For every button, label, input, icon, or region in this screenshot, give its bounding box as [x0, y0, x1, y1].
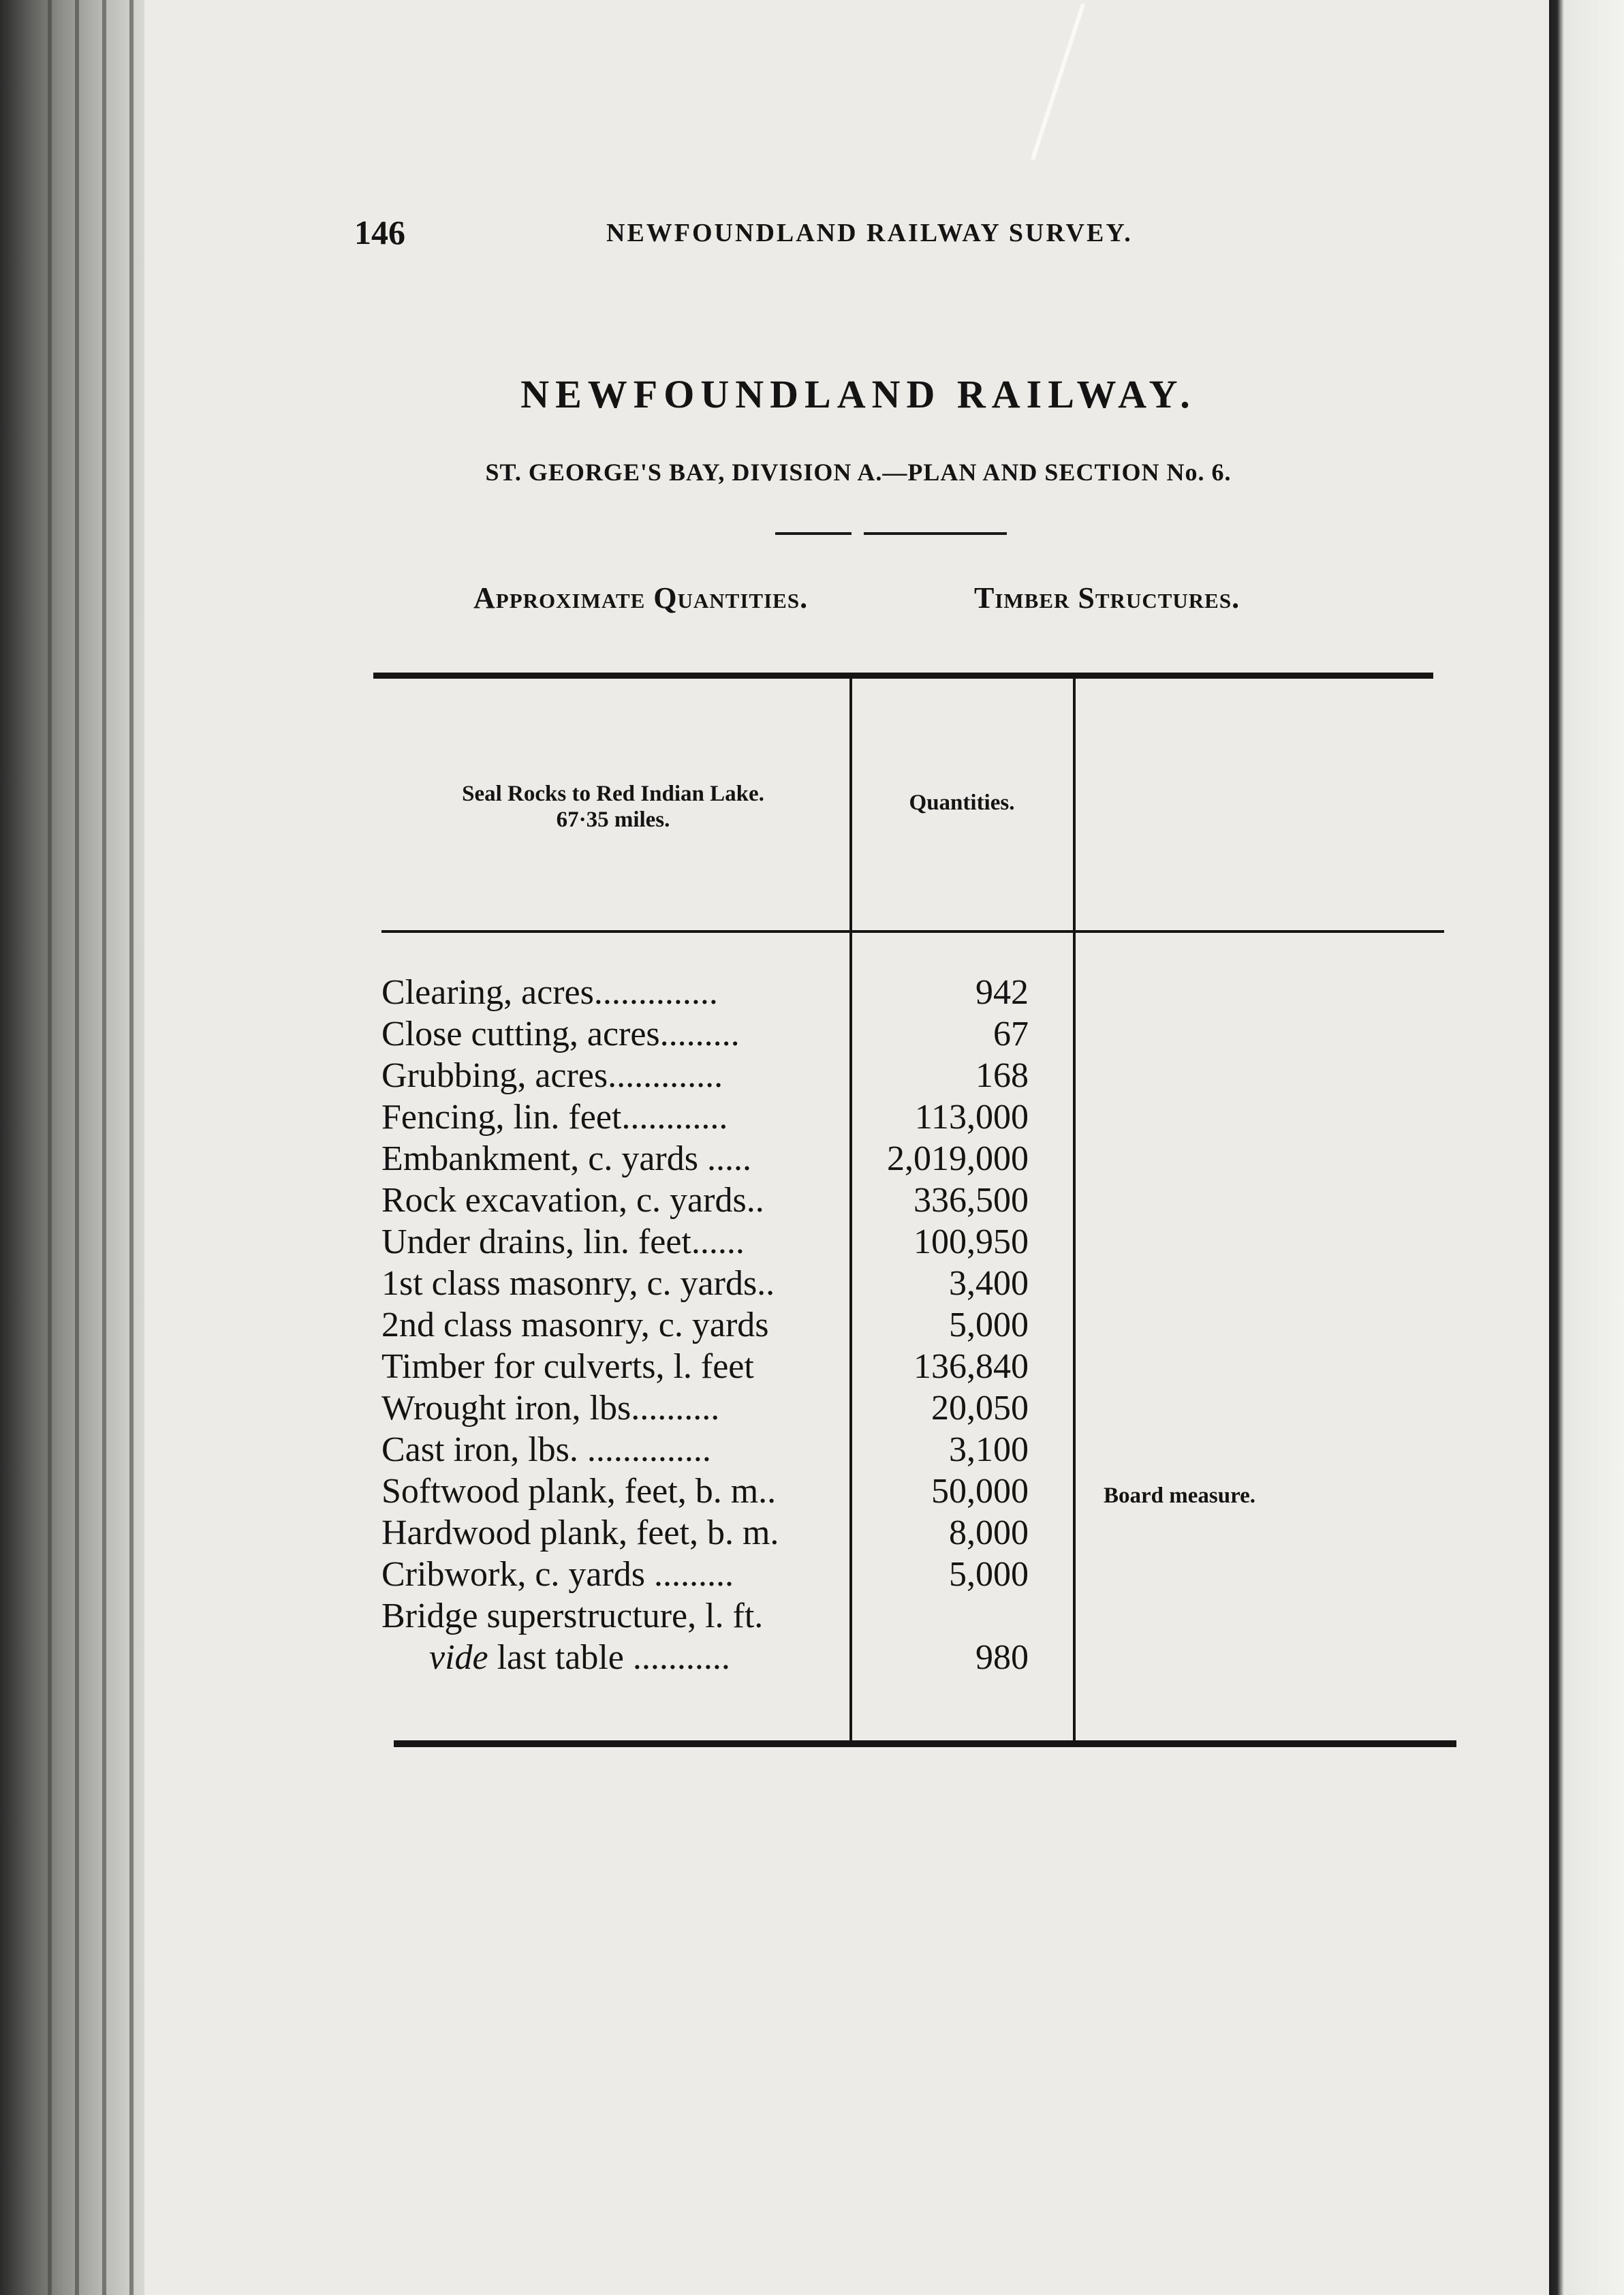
heading-approximate-quantities: Approximate Quantities. — [473, 581, 809, 615]
table-row — [381, 1263, 1131, 1305]
row-quantity: 5,000 — [949, 1555, 1029, 1594]
row-label: Grubbing, acres............. — [381, 1056, 723, 1095]
row-quantity: 8,000 — [949, 1513, 1029, 1552]
column-header-route: Seal Rocks to Red Indian Lake. — [462, 782, 764, 806]
page-edge — [129, 0, 134, 2295]
table-row — [381, 1512, 1131, 1554]
table-row — [381, 1096, 1131, 1139]
table-row — [381, 1637, 1131, 1679]
table-row — [381, 1554, 1131, 1596]
running-title: NEWFOUNDLAND RAILWAY SURVEY. — [606, 219, 1133, 247]
row-label-rest: last table ........... — [488, 1638, 730, 1677]
table-row — [381, 1429, 1131, 1471]
row-quantity: 50,000 — [931, 1472, 1029, 1511]
row-label: 2nd class masonry, c. yards — [381, 1306, 769, 1344]
column-header-length: 67·35 miles. — [556, 807, 670, 832]
row-quantity: 67 — [993, 1015, 1029, 1053]
table-row — [381, 1387, 1131, 1430]
row-quantity: 113,000 — [914, 1098, 1029, 1137]
table-row — [381, 972, 1131, 1014]
row-quantity: 336,500 — [914, 1181, 1029, 1220]
row-quantity: 136,840 — [914, 1347, 1029, 1386]
table-row — [381, 1138, 1131, 1180]
row-label: Fencing, lin. feet............ — [381, 1098, 728, 1137]
row-quantity: 980 — [975, 1638, 1029, 1677]
row-quantity: 3,400 — [949, 1264, 1029, 1303]
row-label: Rock excavation, c. yards.. — [381, 1181, 764, 1220]
column-header-section — [388, 781, 838, 833]
heading-timber-structures: Timber Structures. — [974, 581, 1240, 615]
table-row — [381, 1013, 1131, 1056]
table-row — [381, 1055, 1131, 1097]
row-label: Bridge superstructure, l. ft. — [381, 1597, 764, 1635]
row-label: Under drains, lin. feet...... — [381, 1222, 745, 1261]
row-label: Wrought iron, lbs.......... — [381, 1389, 720, 1428]
table-row — [381, 1595, 1131, 1637]
table-row — [381, 1221, 1131, 1263]
table-row — [381, 1180, 1131, 1222]
row-quantity: 3,100 — [949, 1430, 1029, 1469]
divider — [775, 532, 852, 535]
table-row — [381, 1470, 1131, 1513]
page-subtitle: ST. GEORGE'S BAY, DIVISION A.—PLAN AND SECTION No. 6. — [485, 459, 1232, 486]
table-top-rule — [373, 673, 1433, 679]
column-header-quantities: Quantities. — [909, 790, 1015, 815]
row-quantity: 20,050 — [931, 1389, 1029, 1428]
running-head — [354, 213, 1185, 253]
page-title: NEWFOUNDLAND RAILWAY. — [520, 372, 1196, 416]
row-quantity: 100,950 — [914, 1222, 1029, 1261]
row-quantity: 2,019,000 — [887, 1139, 1029, 1178]
table-row — [381, 1346, 1131, 1388]
row-label: Clearing, acres.............. — [381, 973, 718, 1012]
row-label: Embankment, c. yards ..... — [381, 1139, 751, 1178]
page-edge — [75, 0, 79, 2295]
page-edge — [48, 0, 52, 2295]
table-row — [381, 1304, 1131, 1346]
row-label: Timber for culverts, l. feet — [381, 1347, 754, 1386]
row-quantity: 168 — [975, 1056, 1029, 1095]
page-edge — [102, 0, 106, 2295]
remark-board-measure: Board measure. — [1104, 1483, 1256, 1508]
vide-italic: vide — [429, 1638, 488, 1677]
row-quantity: 942 — [975, 973, 1029, 1012]
table-bottom-rule — [394, 1740, 1456, 1747]
page-number: 146 — [354, 213, 405, 251]
row-label: Hardwood plank, feet, b. m. — [381, 1513, 779, 1552]
row-label: Close cutting, acres......... — [381, 1015, 740, 1053]
row-label: Cast iron, lbs. .............. — [381, 1430, 711, 1469]
row-label — [429, 1637, 730, 1679]
row-label: 1st class masonry, c. yards.. — [381, 1264, 775, 1303]
divider — [864, 532, 1007, 535]
table-header-rule — [381, 930, 1444, 933]
row-label: Cribwork, c. yards ......... — [381, 1555, 734, 1594]
row-label: Softwood plank, feet, b. m.. — [381, 1472, 777, 1511]
row-quantity: 5,000 — [949, 1306, 1029, 1344]
page-right-edge — [1549, 0, 1624, 2295]
